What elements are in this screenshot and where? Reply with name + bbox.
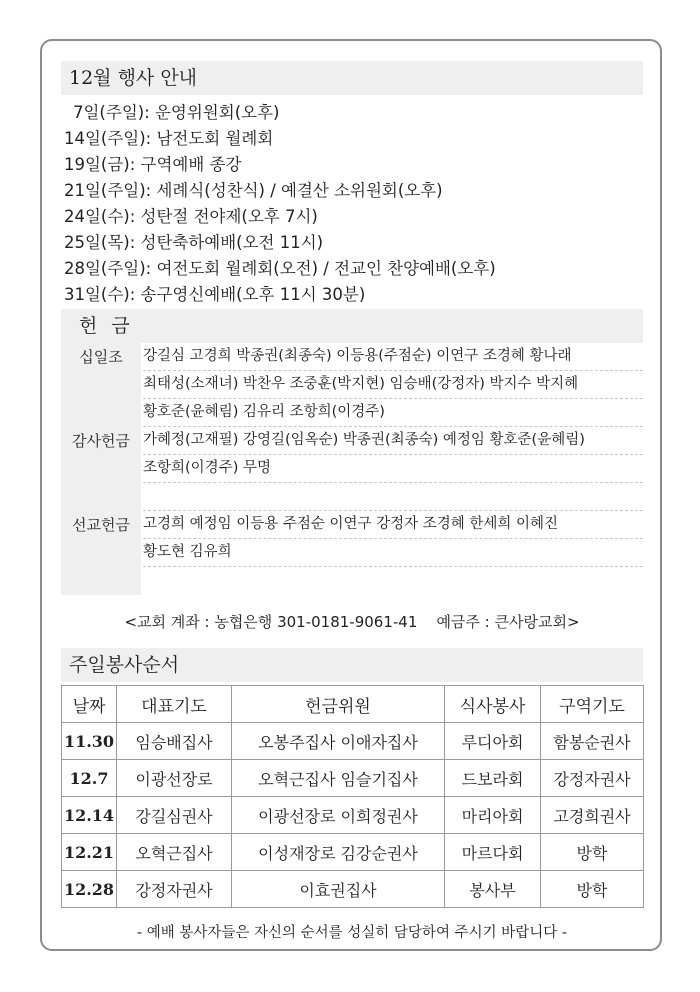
- event-item: 14일(주일): 남전도회 월례회: [64, 129, 274, 148]
- offering-names: 고경희 예정임 이등용 주점순 이연구 강정자 조경혜 한세희 이혜진: [143, 511, 643, 539]
- offering-category-label: [61, 371, 141, 399]
- service-date: 12.7: [62, 760, 117, 797]
- offering-category-label: [61, 399, 141, 427]
- offering-section-title: 헌 금: [61, 309, 643, 343]
- offering-names: 최태성(소재녀) 박찬우 조중훈(박지현) 임승배(강정자) 박지수 박지혜: [143, 371, 643, 399]
- meal-service: 봉사부: [445, 871, 541, 908]
- offering-row: [61, 343, 643, 371]
- service-date: 11.30: [62, 723, 117, 760]
- offering-row: [61, 567, 643, 595]
- events-list: [64, 100, 644, 308]
- offering-category-label: [61, 567, 141, 595]
- service-date: 12.28: [62, 871, 117, 908]
- event-item: 28일(주일): 여전도회 월례회(오전) / 전교인 찬양예배(오후): [64, 259, 496, 278]
- offering-names: 강길심 고경희 박종권(최종숙) 이등용(주점순) 이연구 조경혜 황나래: [143, 343, 643, 371]
- header-meal-service: 식사봉사: [445, 686, 541, 723]
- offering-row: [61, 483, 643, 511]
- meal-service: 드보라회: [445, 760, 541, 797]
- table-row: [62, 797, 644, 834]
- representative-prayer: 임승배집사: [117, 723, 232, 760]
- representative-prayer: 오혁근집사: [117, 834, 232, 871]
- district-prayer: 방학: [541, 834, 644, 871]
- event-item: 19일(금): 구역예배 종강: [64, 155, 242, 174]
- offering-category-label: [61, 483, 141, 511]
- representative-prayer: 강정자권사: [117, 871, 232, 908]
- offering-committee: 이성재장로 김강순권사: [232, 834, 445, 871]
- header-offering-committee: 헌금위원: [232, 686, 445, 723]
- district-prayer: 강정자권사: [541, 760, 644, 797]
- offering-names: [143, 483, 643, 511]
- offering-committee: 오봉주집사 이애자집사: [232, 723, 445, 760]
- offering-list: [61, 343, 643, 595]
- events-section-title: 12월 행사 안내: [61, 61, 643, 95]
- district-prayer: 고경희권사: [541, 797, 644, 834]
- offering-row: [61, 399, 643, 427]
- offering-category-label: [61, 539, 141, 567]
- representative-prayer: 강길심권사: [117, 797, 232, 834]
- volunteer-notice: - 예배 봉사자들은 자신의 순서를 성실히 담당하여 주시기 바랍니다 -: [136, 925, 568, 941]
- offering-names: 황도현 김유희: [143, 539, 643, 567]
- offering-names: [143, 567, 643, 595]
- offering-row: [61, 539, 643, 567]
- header-representative-prayer: 대표기도: [117, 686, 232, 723]
- meal-service: 루디아회: [445, 723, 541, 760]
- table-header-row: [62, 686, 644, 723]
- event-item: 24일(수): 성탄절 전야제(오후 7시): [64, 207, 318, 226]
- offering-category-label: 십일조: [61, 343, 141, 371]
- offering-category-label: 감사헌금: [61, 427, 141, 455]
- meal-service: 마르다회: [445, 834, 541, 871]
- offering-committee: 이광선장로 이희정권사: [232, 797, 445, 834]
- event-item: 7일(주일): 운영위원회(오후): [73, 103, 280, 122]
- offering-category-label: [61, 455, 141, 483]
- offering-names: 가혜정(고재필) 강영길(임옥순) 박종권(최종숙) 예정임 황호준(윤혜림): [143, 427, 643, 455]
- offering-committee: 오혁근집사 임슬기집사: [232, 760, 445, 797]
- table-row: [62, 723, 644, 760]
- event-item: 31일(수): 송구영신예배(오후 11시 30분): [64, 285, 366, 304]
- table-row: [62, 760, 644, 797]
- offering-category-label: 선교헌금: [61, 511, 141, 539]
- header-district-prayer: 구역기도: [541, 686, 644, 723]
- district-prayer: 함봉순권사: [541, 723, 644, 760]
- offering-names: 조항희(이경주) 무명: [143, 455, 643, 483]
- offering-row: [61, 427, 643, 455]
- district-prayer: 방학: [541, 871, 644, 908]
- offering-committee: 이효권집사: [232, 871, 445, 908]
- event-item: 21일(주일): 세례식(성찬식) / 예결산 소위원회(오후): [64, 181, 443, 200]
- header-date: 날짜: [62, 686, 117, 723]
- meal-service: 마리아회: [445, 797, 541, 834]
- offering-row: [61, 455, 643, 483]
- service-date: 12.14: [62, 797, 117, 834]
- service-schedule-table: [61, 685, 644, 908]
- church-account-info: <교회 계좌 : 농협은행 301-0181-9061-41 예금주 : 큰사랑교회>: [124, 613, 580, 631]
- service-date: 12.21: [62, 834, 117, 871]
- offering-names: 황호준(윤혜림) 김유리 조항희(이경주): [143, 399, 643, 427]
- table-row: [62, 871, 644, 908]
- offering-row: [61, 511, 643, 539]
- table-row: [62, 834, 644, 871]
- offering-row: [61, 371, 643, 399]
- event-item: 25일(목): 성탄축하예배(오전 11시): [64, 233, 324, 252]
- representative-prayer: 이광선장로: [117, 760, 232, 797]
- service-section-title: 주일봉사순서: [61, 648, 643, 682]
